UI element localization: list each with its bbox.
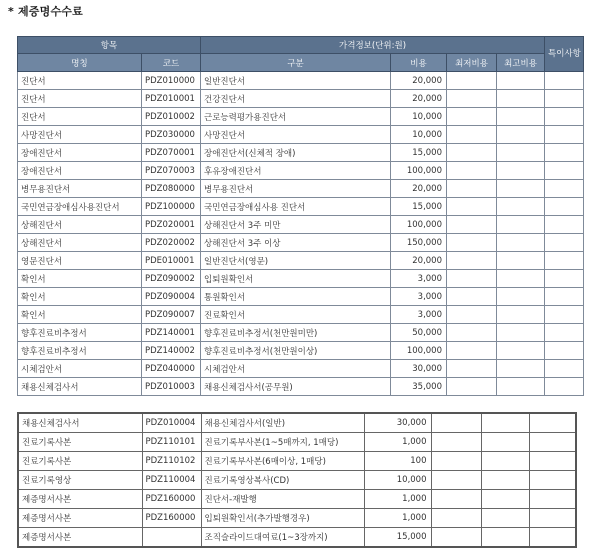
cell-cost: 30,000: [364, 413, 431, 433]
cell-max-cost: [481, 528, 529, 548]
cell-max-cost: [497, 288, 545, 306]
cell-max-cost: [497, 90, 545, 108]
cell-code: PDZ010000: [142, 72, 201, 90]
cell-cost: 35,000: [391, 378, 447, 396]
cell-min-cost: [447, 234, 497, 252]
cell-code: PDZ030000: [142, 126, 201, 144]
header-category: 구분: [201, 54, 391, 72]
cell-max-cost: [497, 234, 545, 252]
header-special: 특이사항: [545, 37, 584, 72]
cell-min-cost: [447, 144, 497, 162]
cell-cost: 20,000: [391, 252, 447, 270]
cell-max-cost: [481, 471, 529, 490]
cell-category: 근로능력평가용진단서: [201, 108, 391, 126]
cell-cost: 100,000: [391, 342, 447, 360]
cell-category: 진료기록부사본(6매이상, 1매당): [201, 452, 364, 471]
cell-cost: 15,000: [364, 528, 431, 548]
table-row: [18, 342, 584, 360]
table-row: [18, 288, 584, 306]
cell-max-cost: [481, 509, 529, 528]
cell-special: [529, 452, 576, 471]
cell-cost: 20,000: [391, 72, 447, 90]
cell-min-cost: [447, 270, 497, 288]
table-row: [18, 180, 584, 198]
cell-name: 영문진단서: [18, 252, 142, 270]
table-row: [18, 234, 584, 252]
cell-special: [545, 162, 584, 180]
cell-max-cost: [497, 108, 545, 126]
header-column-row: [18, 54, 584, 72]
cell-name: 상해진단서: [18, 234, 142, 252]
cell-special: [545, 306, 584, 324]
cell-code: PDZ140002: [142, 342, 201, 360]
cell-max-cost: [481, 433, 529, 452]
cell-cost: 1,000: [364, 509, 431, 528]
cell-code: PDZ070003: [142, 162, 201, 180]
header-price-group: 가격정보(단위:원): [201, 37, 545, 54]
cell-code: PDZ020002: [142, 234, 201, 252]
cell-min-cost: [447, 198, 497, 216]
table-row: [18, 452, 576, 471]
cell-max-cost: [497, 126, 545, 144]
cell-max-cost: [497, 378, 545, 396]
cell-category: 조직슬라이드대여료(1~3장까지): [201, 528, 364, 548]
cell-category: 입퇴원확인서(추가발행경우): [201, 509, 364, 528]
cell-max-cost: [481, 413, 529, 433]
cell-name: 상해진단서: [18, 216, 142, 234]
cell-name: 제증명서사본: [18, 528, 142, 548]
cell-name: 진료기록영상: [18, 471, 142, 490]
cell-category: 후유장애진단서: [201, 162, 391, 180]
cell-special: [529, 433, 576, 452]
cell-min-cost: [447, 180, 497, 198]
cell-code: PDZ020001: [142, 216, 201, 234]
cell-name: 진단서: [18, 108, 142, 126]
header-code: 코드: [142, 54, 201, 72]
cell-special: [529, 528, 576, 548]
cell-code: PDZ100000: [142, 198, 201, 216]
table-row: [18, 324, 584, 342]
cell-max-cost: [497, 144, 545, 162]
cell-category: 건강진단서: [201, 90, 391, 108]
table-row: [18, 144, 584, 162]
cell-name: 진단서: [18, 72, 142, 90]
cell-category: 장애진단서(신체적 장애): [201, 144, 391, 162]
cell-min-cost: [447, 324, 497, 342]
cell-special: [545, 180, 584, 198]
cell-cost: 100: [364, 452, 431, 471]
cell-code: PDZ110101: [142, 433, 201, 452]
cell-category: 진료기록부사본(1~5매까지, 1매당): [201, 433, 364, 452]
cell-cost: 15,000: [391, 198, 447, 216]
cell-name: 확인서: [18, 306, 142, 324]
cell-max-cost: [497, 324, 545, 342]
cell-category: 병무용진단서: [201, 180, 391, 198]
table-row: [18, 471, 576, 490]
table-row: [18, 270, 584, 288]
cell-min-cost: [447, 288, 497, 306]
cell-category: 시체검안서: [201, 360, 391, 378]
cell-name: 사망진단서: [18, 126, 142, 144]
cell-name: 확인서: [18, 270, 142, 288]
table-row: [18, 528, 576, 548]
table-row: [18, 216, 584, 234]
table-row: [18, 252, 584, 270]
cell-cost: 100,000: [391, 216, 447, 234]
cell-special: [545, 90, 584, 108]
cell-max-cost: [497, 252, 545, 270]
cell-cost: 10,000: [391, 126, 447, 144]
cell-name: 진료기록사본: [18, 433, 142, 452]
fee-table: [17, 36, 584, 396]
cell-special: [545, 198, 584, 216]
cell-name: 제증명서사본: [18, 490, 142, 509]
cell-min-cost: [447, 342, 497, 360]
cell-cost: 3,000: [391, 306, 447, 324]
cell-max-cost: [497, 216, 545, 234]
cell-name: 진단서: [18, 90, 142, 108]
cell-category: 사망진단서: [201, 126, 391, 144]
cell-max-cost: [497, 162, 545, 180]
cell-code: [142, 528, 201, 548]
header-name: 명칭: [18, 54, 142, 72]
cell-special: [545, 126, 584, 144]
cell-cost: 50,000: [391, 324, 447, 342]
cell-min-cost: [431, 528, 481, 548]
cell-min-cost: [431, 509, 481, 528]
cell-special: [545, 378, 584, 396]
cell-category: 진료기록영상복사(CD): [201, 471, 364, 490]
cell-code: PDZ010002: [142, 108, 201, 126]
cell-category: 국민연금장애심사용 진단서: [201, 198, 391, 216]
cell-min-cost: [447, 216, 497, 234]
cell-code: PDZ090007: [142, 306, 201, 324]
cell-name: 병무용진단서: [18, 180, 142, 198]
cell-max-cost: [497, 342, 545, 360]
cell-min-cost: [431, 490, 481, 509]
cell-min-cost: [447, 72, 497, 90]
cell-category: 진료확인서: [201, 306, 391, 324]
cell-name: 장애진단서: [18, 144, 142, 162]
cell-code: PDZ010004: [142, 413, 201, 433]
cell-cost: 10,000: [364, 471, 431, 490]
fee-table-continued: [17, 412, 577, 548]
cell-min-cost: [447, 162, 497, 180]
cell-category: 향후진료비추정서(천만원미만): [201, 324, 391, 342]
table-row: [18, 90, 584, 108]
cell-cost: 20,000: [391, 180, 447, 198]
cell-cost: 1,000: [364, 490, 431, 509]
cell-code: PDZ070001: [142, 144, 201, 162]
cell-special: [545, 288, 584, 306]
cell-min-cost: [447, 108, 497, 126]
cell-min-cost: [447, 360, 497, 378]
cell-category: 진단서-재발행: [201, 490, 364, 509]
cell-min-cost: [447, 252, 497, 270]
cell-max-cost: [497, 72, 545, 90]
cell-name: 제증명서사본: [18, 509, 142, 528]
cell-max-cost: [497, 306, 545, 324]
cell-code: PDZ010003: [142, 378, 201, 396]
cell-special: [545, 144, 584, 162]
cell-name: 진료기록사본: [18, 452, 142, 471]
cell-category: 채용신체검사서(일반): [201, 413, 364, 433]
header-cost: 비용: [391, 54, 447, 72]
cell-cost: 100,000: [391, 162, 447, 180]
cell-special: [529, 509, 576, 528]
header-max-cost: 최고비용: [497, 54, 545, 72]
cell-max-cost: [481, 452, 529, 471]
table-row: [18, 509, 576, 528]
cell-special: [545, 342, 584, 360]
cell-name: 향후진료비추정서: [18, 342, 142, 360]
cell-cost: 20,000: [391, 90, 447, 108]
cell-special: [545, 324, 584, 342]
cell-category: 채용신체검사서(공무원): [201, 378, 391, 396]
cell-cost: 30,000: [391, 360, 447, 378]
table-row: [18, 72, 584, 90]
cell-code: PDZ110102: [142, 452, 201, 471]
cell-name: 향후진료비추정서: [18, 324, 142, 342]
cell-category: 향후진료비추정서(천만원이상): [201, 342, 391, 360]
cell-name: 확인서: [18, 288, 142, 306]
table-row: [18, 126, 584, 144]
header-group-row: [18, 37, 584, 54]
cell-special: [545, 216, 584, 234]
cell-min-cost: [431, 452, 481, 471]
cell-category: 통원확인서: [201, 288, 391, 306]
header-item-group: 항목: [18, 37, 201, 54]
cell-code: PDZ160000: [142, 509, 201, 528]
cell-code: PDZ160000: [142, 490, 201, 509]
cell-min-cost: [431, 471, 481, 490]
cell-special: [545, 108, 584, 126]
cell-special: [529, 413, 576, 433]
cell-min-cost: [447, 126, 497, 144]
cell-category: 입퇴원확인서: [201, 270, 391, 288]
cell-max-cost: [497, 180, 545, 198]
header-min-cost: 최저비용: [447, 54, 497, 72]
cell-min-cost: [447, 90, 497, 108]
cell-name: 장애진단서: [18, 162, 142, 180]
cell-name: 시체검안서: [18, 360, 142, 378]
cell-max-cost: [497, 360, 545, 378]
cell-cost: 3,000: [391, 288, 447, 306]
cell-special: [545, 252, 584, 270]
table-row: [18, 108, 584, 126]
cell-special: [545, 72, 584, 90]
cell-category: 상해진단서 3주 미만: [201, 216, 391, 234]
cell-cost: 3,000: [391, 270, 447, 288]
table-row: [18, 378, 584, 396]
cell-category: 상해진단서 3주 이상: [201, 234, 391, 252]
cell-code: PDZ080000: [142, 180, 201, 198]
table-row: [18, 360, 584, 378]
cell-special: [529, 490, 576, 509]
cell-min-cost: [447, 378, 497, 396]
cell-min-cost: [431, 433, 481, 452]
cell-cost: 10,000: [391, 108, 447, 126]
cell-max-cost: [497, 198, 545, 216]
cell-max-cost: [481, 490, 529, 509]
cell-code: PDZ090002: [142, 270, 201, 288]
table-row: [18, 413, 576, 433]
cell-special: [545, 360, 584, 378]
cell-min-cost: [447, 306, 497, 324]
cell-special: [545, 270, 584, 288]
cell-special: [545, 234, 584, 252]
cell-category: 일반진단서: [201, 72, 391, 90]
cell-max-cost: [497, 270, 545, 288]
cell-code: PDZ010001: [142, 90, 201, 108]
cell-name: 국민연금장애심사용진단서: [18, 198, 142, 216]
table-row: [18, 162, 584, 180]
cell-code: PDE010001: [142, 252, 201, 270]
cell-category: 일반진단서(영문): [201, 252, 391, 270]
cell-special: [529, 471, 576, 490]
cell-name: 채용신체검사서: [18, 378, 142, 396]
table-row: [18, 306, 584, 324]
cell-cost: 1,000: [364, 433, 431, 452]
cell-name: 채용신체검사서: [18, 413, 142, 433]
cell-code: PDZ040000: [142, 360, 201, 378]
cell-code: PDZ110004: [142, 471, 201, 490]
cell-code: PDZ090004: [142, 288, 201, 306]
cell-min-cost: [431, 413, 481, 433]
table-row: [18, 490, 576, 509]
cell-cost: 150,000: [391, 234, 447, 252]
table-row: [18, 433, 576, 452]
table-row: [18, 198, 584, 216]
page-title: * 제증명수수료: [8, 5, 83, 18]
cell-code: PDZ140001: [142, 324, 201, 342]
cell-cost: 15,000: [391, 144, 447, 162]
